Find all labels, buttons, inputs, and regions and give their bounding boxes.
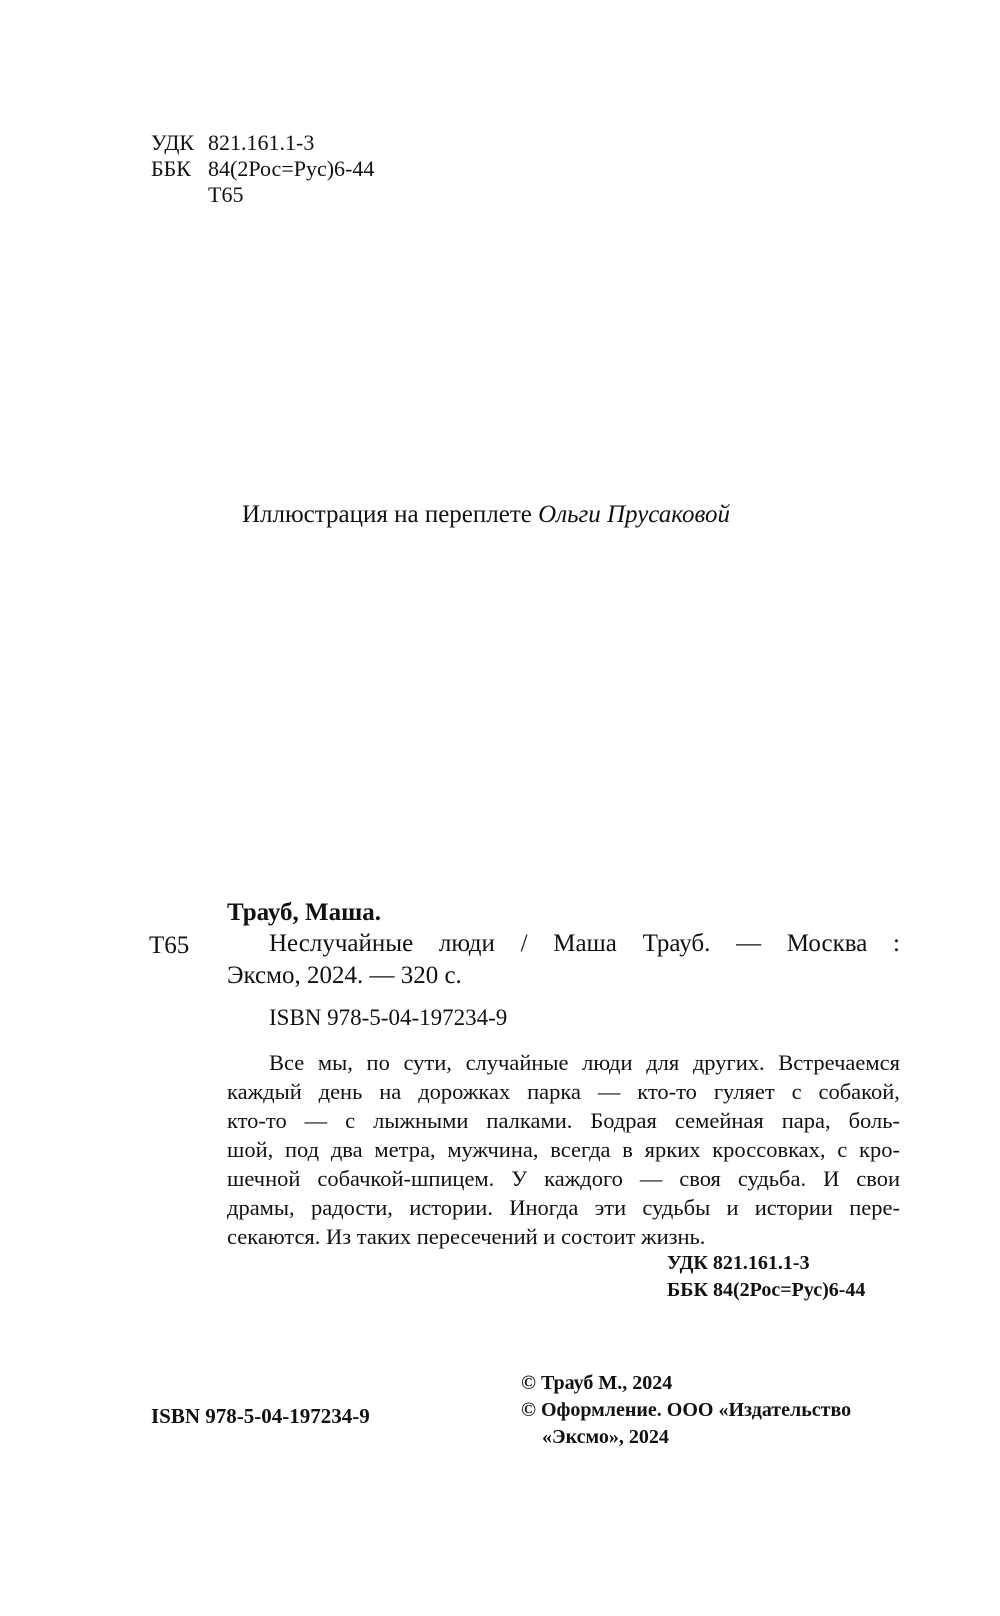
- annotation-line: [227, 1193, 900, 1222]
- annotation-word: судьба.: [737, 1166, 807, 1191]
- biblio-author-mark: Т65: [149, 932, 190, 959]
- annotation-word: Иногда: [509, 1195, 579, 1220]
- annotation-word: с: [791, 1079, 802, 1104]
- annotation-word: боль-: [848, 1108, 900, 1133]
- annotation-word: по: [366, 1050, 390, 1075]
- annotation-word: семейная: [674, 1108, 764, 1133]
- annotation-word: кто-то: [227, 1108, 287, 1133]
- annotation-word: собачкой-шпицем.: [317, 1166, 495, 1191]
- illustration-text: Иллюстрация на переплете: [242, 501, 532, 528]
- annotation-word: в: [622, 1137, 633, 1162]
- annotation-word: гуляет: [713, 1079, 775, 1104]
- biblio-author: Трауб, Маша.: [227, 899, 381, 926]
- annotation-word: день: [318, 1079, 363, 1104]
- annotation-word: палками.: [486, 1108, 573, 1133]
- top-udk-value: 821.161.1-3: [208, 130, 315, 155]
- illustration-credit: [242, 500, 822, 530]
- annotation-word: истории.: [409, 1195, 493, 1220]
- annotation-word: пара,: [781, 1108, 831, 1133]
- top-bbk-row: [151, 156, 374, 182]
- biblio-word: Неслучайные: [269, 930, 414, 957]
- annotation-word: и: [726, 1195, 739, 1220]
- biblio-isbn: ISBN 978-5-04-197234-9: [269, 1005, 508, 1030]
- annotation-word: для: [646, 1050, 680, 1075]
- bottom-udk: УДК 821.161.1-3: [667, 1252, 810, 1274]
- annotation-word: с: [345, 1108, 356, 1133]
- annotation-word: свои: [856, 1166, 900, 1191]
- annotation-line: [227, 1077, 900, 1106]
- annotation-word: собакой,: [818, 1079, 900, 1104]
- annotation-word: кро-: [859, 1137, 900, 1162]
- biblio-word: Трауб.: [642, 930, 711, 957]
- biblio-description: [227, 928, 900, 992]
- annotation-word: Все: [269, 1050, 305, 1075]
- annotation-word: —: [304, 1108, 328, 1133]
- annotation-word: дорожках: [418, 1079, 511, 1104]
- annotation-word: своя: [679, 1166, 721, 1191]
- biblio-word: Москва: [786, 930, 868, 957]
- annotation-word: под: [285, 1137, 320, 1162]
- bottom-bbk: ББК 84(2Рос=Рус)6-44: [667, 1279, 866, 1301]
- annotation-word: эти: [594, 1195, 627, 1220]
- annotation-word: с: [837, 1137, 848, 1162]
- annotation-word: шечной: [227, 1166, 301, 1191]
- top-bbk-label: ББК: [151, 156, 191, 181]
- annotation-word: парка: [527, 1079, 581, 1104]
- annotation-word: мы,: [317, 1050, 353, 1075]
- copyright-author: © Трауб М., 2024: [521, 1372, 673, 1394]
- annotation-line: [227, 1048, 900, 1077]
- top-author-mark: Т65: [208, 182, 244, 207]
- annotation-word: Встречаемся: [778, 1050, 900, 1075]
- annotation-word: на: [379, 1079, 402, 1104]
- annotation-word: случайные: [465, 1050, 569, 1075]
- top-author-mark-row: [151, 182, 374, 208]
- annotation-word: других.: [692, 1050, 765, 1075]
- annotation-word: У: [511, 1166, 528, 1191]
- top-udk-row: [151, 130, 374, 156]
- annotation-word: каждого: [544, 1166, 623, 1191]
- annotation-word: —: [639, 1166, 663, 1191]
- biblio-word: :: [893, 930, 900, 957]
- illustration-artist: Ольги Прусаковой: [538, 501, 731, 528]
- annotation-word: кто-то: [637, 1079, 697, 1104]
- annotation-word: ярких: [644, 1137, 701, 1162]
- annotation-word: судьбы: [642, 1195, 711, 1220]
- biblio-publisher-line: Эксмо, 2024. — 320 с.: [227, 962, 462, 989]
- copyright-publisher: «Эксмо», 2024: [542, 1426, 669, 1448]
- annotation-word: каждый: [227, 1079, 302, 1104]
- annotation: [227, 1048, 900, 1251]
- biblio-word: люди: [438, 930, 495, 957]
- annotation-word: —: [597, 1079, 621, 1104]
- top-classification: [151, 130, 374, 208]
- isbn-bottom: ISBN 978-5-04-197234-9: [151, 1404, 370, 1428]
- annotation-word: Бодрая: [590, 1108, 657, 1133]
- annotation-line: [227, 1164, 900, 1193]
- annotation-line: секаются. Из таких пересечений и состоит жизнь.: [227, 1224, 706, 1249]
- annotation-word: пере-: [849, 1195, 900, 1220]
- annotation-line: [227, 1106, 900, 1135]
- top-bbk-value: 84(2Рос=Рус)6-44: [208, 156, 375, 181]
- bottom-classification: [667, 1250, 865, 1304]
- biblio-word: Маша: [553, 930, 617, 957]
- annotation-word: метра,: [374, 1137, 436, 1162]
- annotation-word: драмы,: [227, 1195, 295, 1220]
- biblio-word: /: [520, 930, 528, 957]
- top-udk-label: УДК: [151, 130, 195, 155]
- annotation-word: мужчина,: [447, 1137, 539, 1162]
- annotation-word: истории: [754, 1195, 833, 1220]
- annotation-word: И: [823, 1166, 840, 1191]
- annotation-word: всегда: [550, 1137, 611, 1162]
- annotation-word: кроссовках,: [712, 1137, 826, 1162]
- annotation-word: два: [330, 1137, 363, 1162]
- annotation-word: сути,: [403, 1050, 452, 1075]
- copyright-design: © Оформление. ООО «Издательство: [521, 1399, 852, 1421]
- copyright-block: [521, 1370, 851, 1451]
- biblio-word: —: [736, 930, 762, 957]
- annotation-word: люди: [582, 1050, 633, 1075]
- annotation-word: лыжными: [373, 1108, 469, 1133]
- annotation-line: [227, 1135, 900, 1164]
- biblio-title-line: [227, 928, 900, 960]
- annotation-word: радости,: [310, 1195, 393, 1220]
- annotation-word: шой,: [227, 1137, 274, 1162]
